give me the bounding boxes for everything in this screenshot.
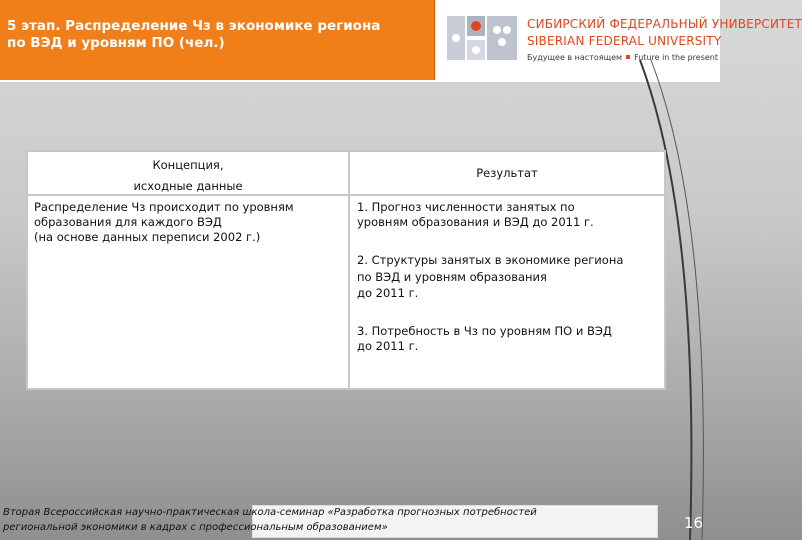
page-number: 16 — [684, 514, 704, 532]
header-concept: Концепция, исходные данные — [133, 158, 243, 193]
logo-tagline-ru: Будущее в настоящем — [527, 53, 623, 62]
slide-title: 5 этап. Распределение Чз в экономике региона по ВЭД и уровням ПО (чел.) — [7, 18, 381, 51]
results-list — [357, 200, 663, 376]
result-item: 3. Потребность в Чз по уровням ПО и ВЭД до 2011 г. — [357, 323, 612, 353]
title-box — [0, 0, 435, 80]
university-emblem-icon — [445, 12, 519, 64]
header-result: Результат — [476, 166, 538, 180]
table-column-result — [350, 152, 664, 388]
concept-text: Распределение Чз происходит по уровням образования для каждого ВЭД (на основе данных переписи 2002 г.) — [34, 200, 294, 244]
table-header-cell-left — [28, 152, 348, 196]
tagline-dot-icon — [626, 55, 630, 59]
university-logo — [445, 10, 802, 70]
logo-tagline-en: Future in the present — [634, 53, 718, 62]
content-table — [26, 150, 666, 390]
table-column-concept — [28, 152, 350, 388]
result-item: 2. Структуры занятых в экономике региона по ВЭД и уровням образования до 2011 г. — [357, 253, 624, 300]
result-item: 1. Прогноз численности занятых по уровням образования и ВЭД до 2011 г. — [357, 200, 594, 229]
table-header-cell-right — [350, 152, 664, 196]
logo-name-ru: СИБИРСКИЙ ФЕДЕРАЛЬНЫЙ УНИВЕРСИТЕТ — [527, 17, 802, 31]
footer-text: Вторая Всероссийская научно-практическая школа-семинар «Разработка прогнозных потребностей региональной экономики в кадрах с профессиональным образованием» — [3, 507, 537, 533]
logo-name-en: SIBERIAN FEDERAL UNIVERSITY — [527, 34, 722, 48]
logo-tagline — [527, 53, 718, 62]
